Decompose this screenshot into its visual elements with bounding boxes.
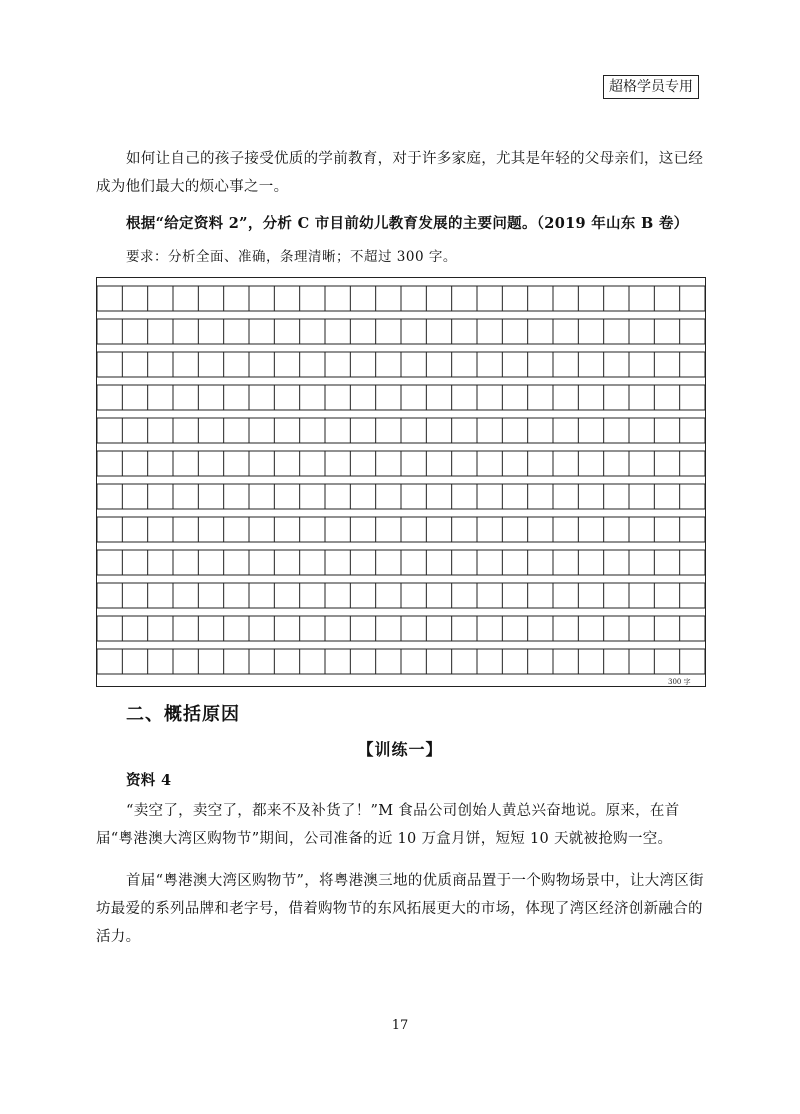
section-title: 二、概括原因 [126,704,240,725]
page-number: 17 [391,1018,409,1033]
grid-word-limit-label: 300 字 [668,678,691,686]
material-paragraph-2: 首届“粤港澳大湾区购物节”，将粤港澳三地的优质商品置于一个购物场景中，让大湾区街坊最爱的系列品牌和老字号，借着购物节的东风拓展更大的市场，体现了湾区经济创新融合的活力。 [96,873,704,945]
answer-grid-lines [97,278,707,688]
material-paragraph-1: “卖空了，卖空了，都来不及补货了！”M 食品公司创始人黄总兴奋地说。原来，在首届“粤港澳大湾区购物节”期间，公司准备的近 10 万盒月饼，短短 10 天就被抢购一空。 [96,803,680,847]
training-title: 【训练一】 [357,740,443,759]
intro-paragraph: 如何让自己的孩子接受优质的学前教育，对于许多家庭，尤其是年轻的父母亲们，这已经成为他们最大的烦心事之一。 [96,151,704,195]
student-only-badge: 超格学员专用 [603,75,699,99]
material-label: 资料 4 [126,772,172,789]
question-prompt: 根据“给定资料 2”，分析 C 市目前幼儿教育发展的主要问题。（2019 年山东 B 卷） [126,215,689,232]
question-requirements: 要求：分析全面、准确，条理清晰；不超过 300 字。 [126,249,457,265]
answer-grid [96,277,706,687]
